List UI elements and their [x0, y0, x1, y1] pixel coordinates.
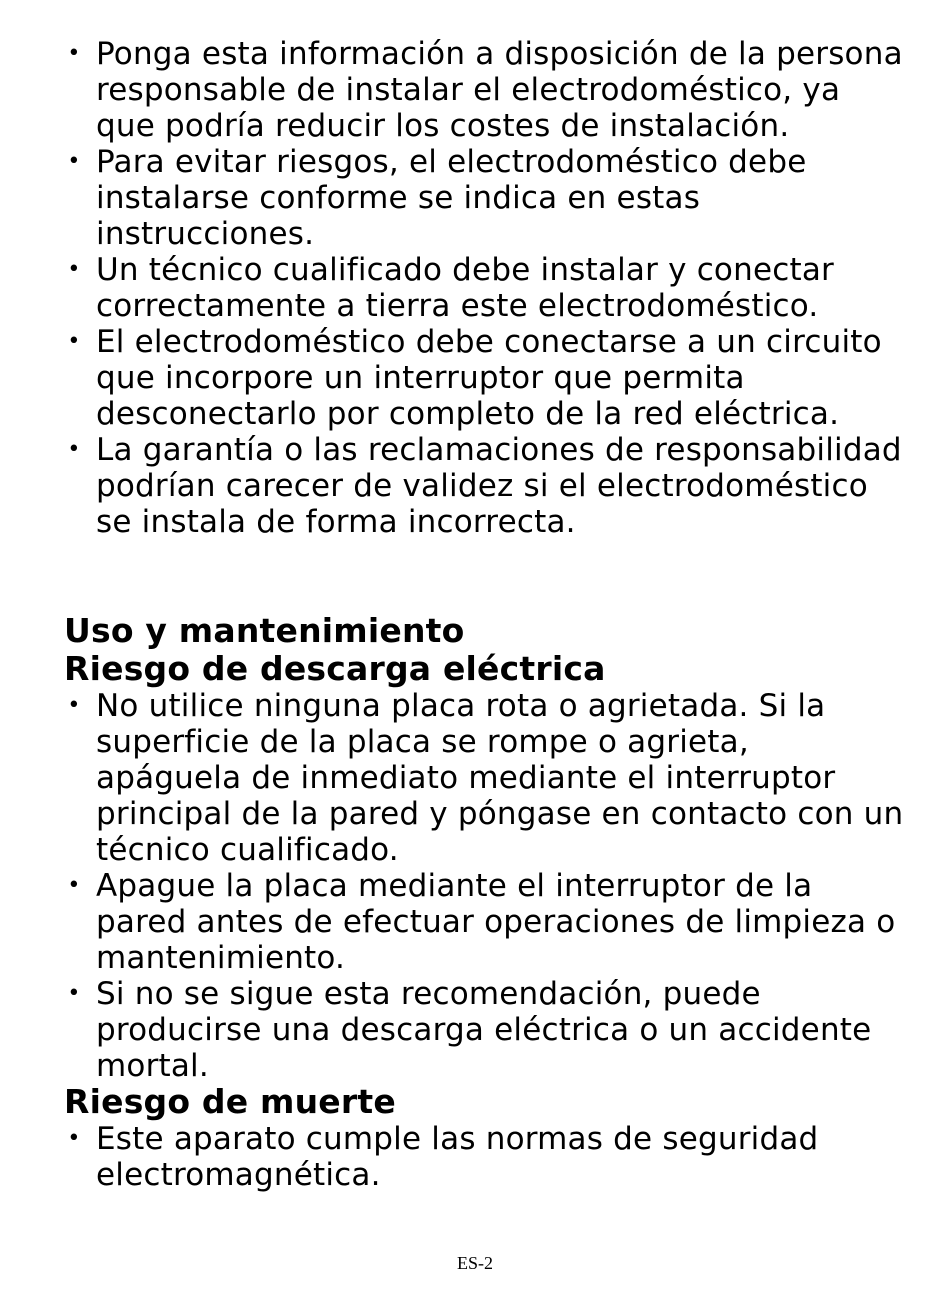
bullet-text: Apague la placa mediante el interruptor de la pared antes de efectuar operaciones de limpieza o mantenimiento.	[96, 868, 896, 976]
bullet-icon: •	[67, 257, 81, 282]
bullet-text: Este aparato cumple las normas de seguridad electromagnética.	[96, 1121, 819, 1193]
intro-bullet-list	[64, 36, 904, 540]
bullet-icon: •	[67, 981, 81, 1006]
list-item	[64, 432, 904, 540]
bullet-text: Para evitar riesgos, el electrodoméstico debe instalarse conforme se indica en estas instrucciones.	[96, 144, 807, 252]
bullet-text: El electrodoméstico debe conectarse a un circuito que incorpore un interruptor que permita desconectarlo por completo de la red eléctrica.	[96, 324, 882, 432]
bullet-icon: •	[67, 437, 81, 462]
bullet-icon: •	[67, 873, 81, 898]
list-item	[64, 252, 904, 324]
bullet-text: La garantía o las reclamaciones de responsabilidad podrían carecer de validez si el electrodoméstico se instala de forma incorrecta.	[96, 432, 902, 540]
use-maintenance-section	[64, 612, 904, 1084]
bullet-text: Ponga esta información a disposición de la persona responsable de instalar el electrodoméstico, ya que podría reducir los costes de instalación.	[96, 36, 903, 144]
list-item	[64, 36, 904, 144]
section-subheading: Riesgo de descarga eléctrica	[64, 649, 606, 688]
bullet-text: Si no se sigue esta recomendación, puede producirse una descarga eléctrica o un accidente mortal.	[96, 976, 872, 1084]
bullet-icon: •	[67, 149, 81, 174]
list-item	[64, 324, 904, 432]
risk-of-death-section	[64, 1083, 904, 1193]
list-item	[64, 144, 904, 252]
bullet-text: Un técnico cualificado debe instalar y conectar correctamente a tierra este electrodoméstico.	[96, 252, 834, 324]
list-item	[64, 868, 904, 976]
bullet-icon: •	[67, 693, 81, 718]
page-number: ES-2	[457, 1253, 493, 1273]
bullet-text: No utilice ninguna placa rota o agrietada. Si la superficie de la placa se rompe o agrieta, apáguela de inmediato mediante el interruptor principal de la pared y póngase en contacto con un técnico cualificado.	[96, 688, 904, 868]
list-item	[64, 1121, 904, 1193]
electric-shock-bullet-list	[64, 688, 904, 1084]
list-item	[64, 976, 904, 1084]
bullet-icon: •	[67, 41, 81, 66]
bullet-icon: •	[67, 329, 81, 354]
list-item	[64, 688, 904, 868]
intro-section	[64, 36, 904, 540]
death-risk-bullet-list	[64, 1121, 904, 1193]
section-subheading: Riesgo de muerte	[64, 1082, 396, 1121]
section-heading: Uso y mantenimiento	[64, 611, 465, 650]
bullet-icon: •	[67, 1126, 81, 1151]
